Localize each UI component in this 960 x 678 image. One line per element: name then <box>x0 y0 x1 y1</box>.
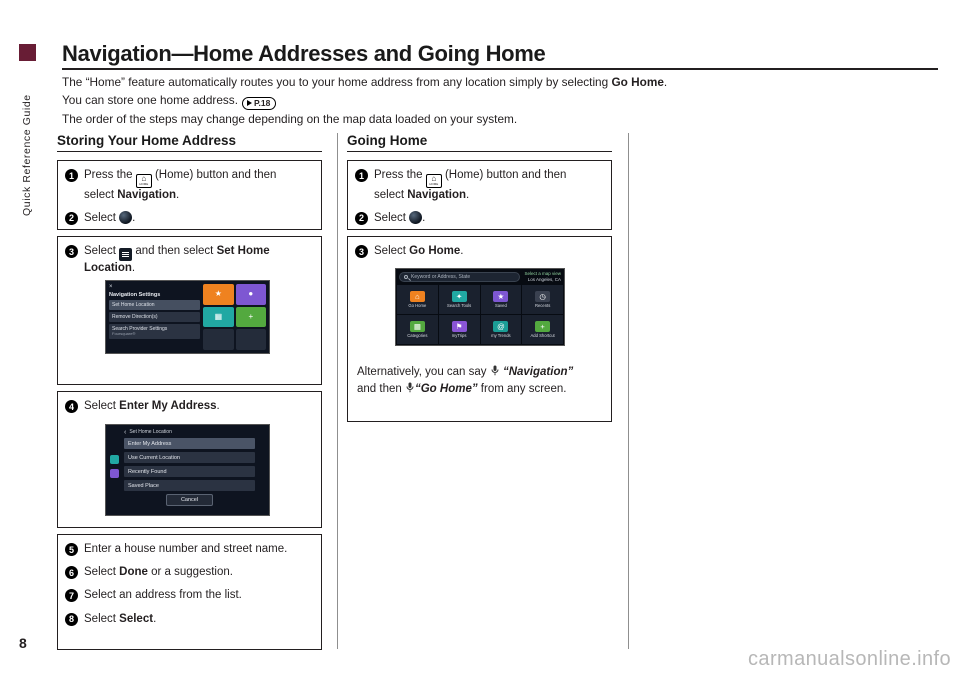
column-divider <box>628 133 629 649</box>
search-provider-settings-menu-item: Search Provider Settings Foursquare® <box>109 324 200 339</box>
tile-add-shortcut: + Add Shortcut <box>522 315 563 344</box>
steps-box-press-home-right <box>347 160 612 230</box>
heading-going-home: Going Home <box>347 133 428 148</box>
title-rule <box>62 68 938 70</box>
search-tools-icon: ✦ <box>452 291 467 302</box>
tile-go-home: ⌂ Go Home <box>397 285 438 314</box>
step-number: 2 <box>355 212 368 225</box>
tile-my-trends: @ my Trends <box>481 315 522 344</box>
heading-rule <box>347 151 612 152</box>
menu-button-tile <box>203 329 233 350</box>
home-button-icon: ⌂ HOME <box>136 174 152 188</box>
heading-storing-home-address: Storing Your Home Address <box>57 133 237 148</box>
go-home-icon: ⌂ <box>410 291 425 302</box>
star-icon: ★ <box>203 284 233 305</box>
page-ref-arrow-icon <box>247 100 252 106</box>
step-number: 7 <box>65 589 78 602</box>
map-status-text: Select a map view Los Angeles, CA <box>524 270 561 282</box>
step-select-set-home-location: 3 Select and then select Set Home Location. <box>65 244 314 276</box>
menu-button-tile <box>236 329 266 350</box>
screenshot-main-menu <box>395 268 565 346</box>
back-icon: ‹ <box>124 428 127 436</box>
main-menu-top-bar <box>396 269 564 284</box>
step-number: 3 <box>355 245 368 258</box>
search-bar-image: Keyword or Address, State <box>399 272 520 282</box>
tile-saved: ★ Saved <box>481 285 522 314</box>
page-title: Navigation—Home Addresses and Going Home <box>62 41 546 66</box>
menu-icon <box>119 248 132 261</box>
grid-icon: ▦ <box>203 307 233 328</box>
saved-place-row: Saved Place <box>124 480 255 491</box>
heading-rule <box>57 151 322 152</box>
steps-box-address-entry <box>57 534 322 650</box>
set-home-location-menu-item: Set Home Location <box>109 300 200 310</box>
tile-search-tools: ✦ Search Tools <box>439 285 480 314</box>
categories-icon: ▦ <box>410 321 425 332</box>
step-select-address-from-list: 7 Select an address from the list. <box>65 588 314 603</box>
voice-command-icon <box>406 382 414 398</box>
tile-mytrips: ⚑ myTrips <box>439 315 480 344</box>
step-select-navigation: 2 Select . <box>65 211 314 226</box>
close-icon: × <box>109 284 113 290</box>
recents-clock-icon: ◷ <box>535 291 550 302</box>
screenshot-navigation-settings <box>105 280 270 354</box>
column-divider <box>337 133 338 649</box>
section-marker <box>19 44 36 61</box>
search-icon <box>404 275 408 279</box>
step-enter-house-number: 5 Enter a house number and street name. <box>65 542 314 557</box>
step-select-enter-my-address: 4 Select Enter My Address. <box>65 399 314 414</box>
step-press-home-button: 1 Press the ⌂ HOME (Home) button and then select Navigation. <box>355 168 604 203</box>
step-number: 1 <box>355 169 368 182</box>
steps-box-press-home-left <box>57 160 322 230</box>
circle-icon: ● <box>236 284 266 305</box>
tile-categories: ▦ Categories <box>397 315 438 344</box>
page-number: 8 <box>19 635 27 651</box>
step-select-done: 6 Select Done or a suggestion. <box>65 565 314 580</box>
page-reference-badge: P.18 <box>242 97 276 110</box>
main-menu-grid <box>396 284 564 345</box>
step-select-select: 8 Select Select. <box>65 612 314 627</box>
intro-paragraph-1: The “Home” feature automatically routes you to your home address from any location simply by selecting Go Home. <box>62 75 668 89</box>
step-number: 1 <box>65 169 78 182</box>
home-button-icon: ⌂ HOME <box>426 174 442 188</box>
enter-my-address-row: Enter My Address <box>124 438 255 449</box>
settings-screen-title: Navigation Settings <box>109 292 161 298</box>
use-current-location-row: Use Current Location <box>124 452 255 463</box>
list-screen-title: ‹ Set Home Location <box>124 428 172 436</box>
tile-recents: ◷ Recents <box>522 285 563 314</box>
background-tile-icon <box>110 455 119 464</box>
step-press-home-button: 1 Press the ⌂ HOME (Home) button and then select Navigation. <box>65 168 314 203</box>
recently-found-row: Recently Found <box>124 466 255 477</box>
sidebar-section-label: Quick Reference Guide <box>21 94 33 216</box>
intro-paragraph-2: You can store one home address. P.18 <box>62 93 276 110</box>
step-number: 4 <box>65 400 78 413</box>
step-number: 8 <box>65 613 78 626</box>
intro-paragraph-3: The order of the steps may change depending on the map data loaded on your system. <box>62 112 518 126</box>
remove-directions-menu-item: Remove Direction(s) <box>109 312 200 322</box>
screenshot-set-home-location-list <box>105 424 270 516</box>
step-select-go-home: 3 Select Go Home. <box>355 244 604 259</box>
voice-command-note: Alternatively, you can say “Navigation” and then “Go Home” from any screen. <box>357 364 591 398</box>
step-number: 3 <box>65 245 78 258</box>
step-number: 2 <box>65 212 78 225</box>
plus-icon: + <box>236 307 266 328</box>
voice-command-icon <box>491 365 499 381</box>
mytrips-icon: ⚑ <box>452 321 467 332</box>
add-shortcut-icon: + <box>535 321 550 332</box>
background-tile-icon <box>110 469 119 478</box>
step-number: 5 <box>65 543 78 556</box>
step-number: 6 <box>65 566 78 579</box>
watermark: carmanualsonline.info <box>748 648 951 670</box>
navigation-app-icon <box>119 211 132 224</box>
saved-star-icon: ★ <box>493 291 508 302</box>
step-select-navigation: 2 Select . <box>355 211 604 226</box>
my-trends-icon: @ <box>493 321 508 332</box>
navigation-app-icon <box>409 211 422 224</box>
cancel-button-image: Cancel <box>166 494 213 506</box>
